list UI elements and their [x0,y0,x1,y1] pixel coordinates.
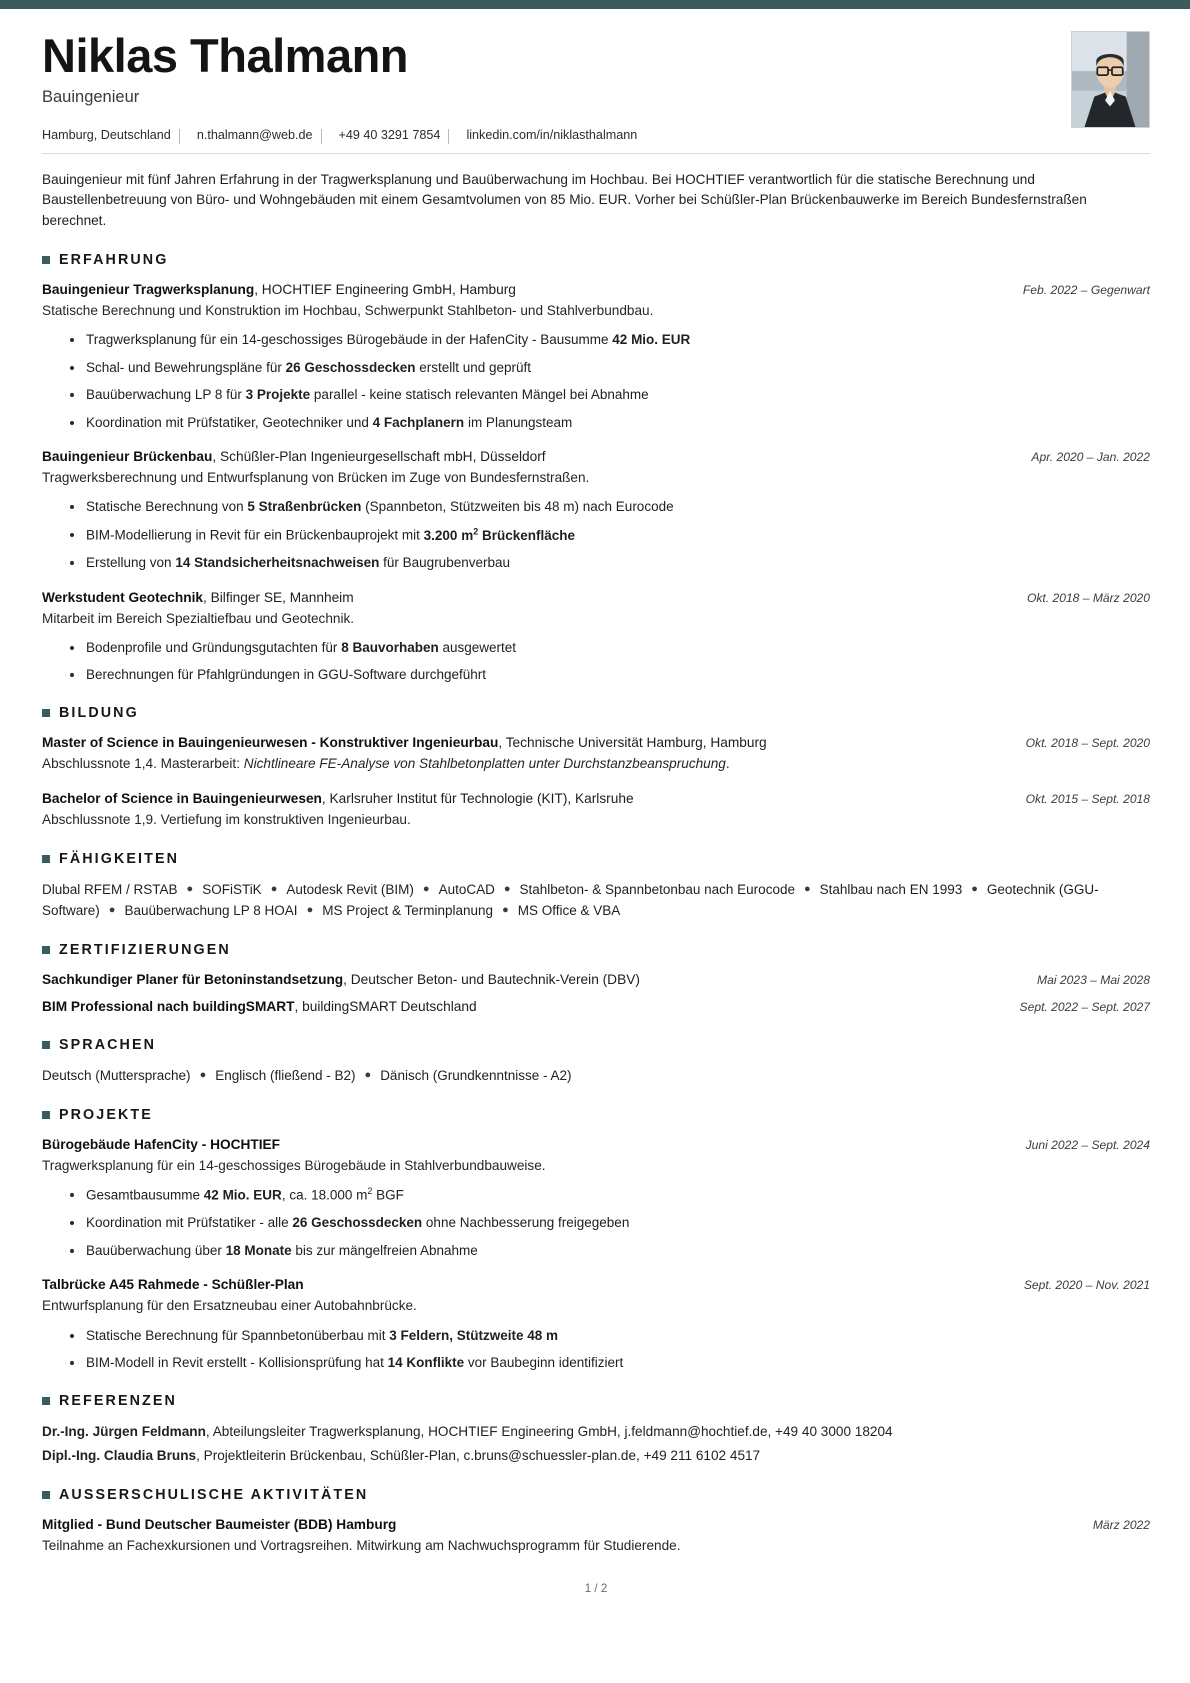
bullet-list [42,330,1150,432]
entry-header-row [42,1135,1150,1155]
experience-entries [42,280,1150,685]
section-header [42,1107,1150,1123]
separator-dot-icon: ● [971,882,978,895]
section-certifications [42,942,1150,1017]
profile-photo [1071,31,1150,128]
section-title-certifications: ZERTIFIZIERUNGEN [59,942,231,959]
entry-header-row [42,1515,1150,1535]
skill-item: SOFiSTiK [202,881,262,897]
project-date: Sept. 2020 – Nov. 2021 [1023,1278,1150,1293]
experience-date: Apr. 2020 – Jan. 2022 [1031,450,1150,465]
project-name: Bürogebäude HafenCity - HOCHTIEF [42,1136,281,1152]
education-entries [42,733,1150,831]
section-title-languages: SPRACHEN [59,1036,157,1053]
section-header [42,1037,1150,1053]
language-item: Englisch (fließend - B2) [215,1067,356,1083]
contact-linkedin[interactable]: linkedin.com/in/niklasthalmann [466,128,638,143]
bullet-item: Koordination mit Prüfstatiker - alle 26 Geschossdecken ohne Nachbesserung freigegeben [70,1213,1150,1233]
section-title-references: REFERENZEN [59,1392,177,1409]
entry-header-row [42,789,1150,809]
project-entry [42,1135,1150,1260]
bullet-item: Bauüberwachung über 18 Monate bis zur mängelfreien Abnahme [70,1241,1150,1261]
education-date: Okt. 2018 – Sept. 2020 [1025,736,1150,751]
section-header [42,252,1150,268]
resume-header [42,9,1150,154]
section-header [42,851,1150,867]
language-item: Dänisch (Grundkenntnisse - A2) [380,1067,572,1083]
section-projects [42,1107,1150,1373]
section-languages [42,1037,1150,1087]
bullet-item: Gesamtbausumme 42 Mio. EUR, ca. 18.000 $m^2$ BGF [70,1185,1150,1205]
section-title-experience: ERFAHRUNG [59,251,169,268]
bullet-item: Tragwerksplanung für ein 14-geschossiges Bürogebäude in der HafenCity - Bausumme 42 Mio. EUR [70,330,1150,350]
separator-dot-icon: ● [306,904,314,917]
languages-list [42,1065,1150,1087]
extracurricular-entry [42,1515,1150,1556]
separator-dot-icon: ● [199,1068,207,1081]
bullet-item: BIM-Modellierung in Revit für ein Brückenbauprojekt mit 3.200 $m^2$ Brückenfläche [70,525,1150,545]
skill-item: Geotechnik (GGU-Software) [42,881,1099,919]
separator-dot-icon: ● [503,882,511,895]
project-description: Tragwerksplanung für ein 14-geschossiges Bürogebäude in Stahlverbundbauweise. [42,1157,546,1173]
bullet-list [42,1185,1150,1260]
separator-dot-icon: ● [186,882,194,895]
certification-name: BIM Professional nach buildingSMART, buildingSMART Deutschland [42,999,477,1015]
section-header [42,1487,1150,1503]
section-marker-icon [42,1491,50,1499]
education-detail: Abschlussnote 1,9. Vertiefung im konstruktiven Ingenieurbau. [42,812,411,828]
separator-dot-icon: ● [270,882,278,895]
education-degree: Bachelor of Science in Bauingenieurwesen, Karlsruher Institut für Technologie (KIT), Karlsruhe [42,791,634,807]
education-entry [42,789,1150,830]
skill-item: Bauüberwachung LP 8 HOAI [124,903,298,919]
experience-entry [42,588,1150,685]
contact-divider [321,129,322,144]
experience-entry [42,280,1150,433]
certification-name: Sachkundiger Planer für Betoninstandsetzung, Deutscher Beton- und Bautechnik-Verein (DBV) [42,972,640,988]
certification-date: Sept. 2022 – Sept. 2027 [1019,1000,1150,1015]
education-degree: Master of Science in Bauingenieurwesen - Konstruktiver Ingenieurbau, Technische Universität Hamburg, Hamburg [42,735,767,751]
reference-entry: Dr.-Ing. Jürgen Feldmann, Abteilungsleiter Tragwerksplanung, HOCHTIEF Engineering GmbH, j.feldmann@hochtief.de, +49 40 3000 18204 [42,1423,893,1439]
contact-email[interactable]: n.thalmann@web.de [196,128,313,143]
resume-content [0,9,1190,1609]
experience-date: Okt. 2018 – März 2020 [1026,590,1150,605]
extracurricular-entries [42,1515,1150,1556]
page-footer [42,1582,1150,1609]
section-title-education: BILDUNG [59,705,139,722]
certification-entry [42,970,1150,990]
section-marker-icon [42,946,50,954]
experience-role: Bauingenieur Tragwerksplanung, HOCHTIEF Engineering GmbH, Hamburg [42,281,516,297]
entry-header-row [42,1275,1150,1295]
bullet-item: Erstellung von 14 Standsicherheitsnachweisen für Baugrubenverbau [70,553,1150,573]
bullet-list [42,1326,1150,1373]
experience-date: Feb. 2022 – Gegenwart [1022,282,1150,297]
certification-date: Mai 2023 – Mai 2028 [1037,973,1150,988]
reference-entry: Dipl.-Ing. Claudia Bruns, Projektleiterin Brückenbau, Schüßler-Plan, c.bruns@schuessler-plan.de, +49 211 6102 4517 [42,1448,761,1464]
separator-dot-icon: ● [364,1068,372,1081]
language-item: Deutsch (Muttersprache) [42,1067,191,1083]
profile-summary: Bauingenieur mit fünf Jahren Erfahrung in der Tragwerksplanung und Bauüberwachung im Hochbau. Bei HOCHTIEF verantwortlich für die statische Berechnung und Baustellenbetreuung von Büro- und Wohngebäuden mit einem Gesamtvolumen von 85 Mio. EUR. Vorher bei Schüßler-Plan Brückenbauwerke im Bereich Bundesfernstraßen berechnet. [42,171,1087,229]
section-header [42,942,1150,958]
header-divider [42,153,1150,154]
section-title-skills: FÄHIGKEITEN [59,850,180,867]
bullet-item: Bauüberwachung LP 8 für 3 Projekte parallel - keine statisch relevanten Mängel bei Abnahme [70,385,1150,405]
separator-dot-icon: ● [803,882,811,895]
bullet-item: Koordination mit Prüfstatiker, Geotechniker und 4 Fachplanern im Planungsteam [70,413,1150,433]
bullet-item: Berechnungen für Pfahlgründungen in GGU-Software durchgeführt [70,665,1150,685]
extracurricular-name: Mitglied - Bund Deutscher Baumeister (BDB) Hamburg [42,1517,397,1533]
section-extracurricular [42,1487,1150,1556]
skill-item: Stahlbeton- & Spannbetonbau nach Eurocode [519,881,795,897]
bullet-item: Bodenprofile und Gründungsgutachten für 8 Bauvorhaben ausgewertet [70,638,1150,658]
education-entry [42,733,1150,774]
skill-item: AutoCAD [438,881,495,897]
section-title-projects: PROJEKTE [59,1106,153,1123]
contact-phone[interactable]: +49 40 3291 7854 [338,128,441,143]
separator-dot-icon: ● [422,882,430,895]
entry-header-row [42,280,1150,300]
extracurricular-description: Teilnahme an Fachexkursionen und Vortragsreihen. Mitwirkung am Nachwuchsprogramm für Studierende. [42,1538,681,1553]
certification-entry [42,997,1150,1017]
experience-description: Tragwerksberechnung und Entwurfsplanung von Brücken im Zuge von Bundesfernstraßen. [42,470,590,486]
section-header [42,705,1150,721]
bullet-item: Statische Berechnung von 5 Straßenbrücken (Spannbeton, Stützweiten bis 48 m) nach Eurocode [70,497,1150,517]
skill-item: Stahlbau nach EN 1993 [819,881,963,897]
section-education [42,705,1150,831]
skill-item: MS Project & Terminplanung [322,903,494,919]
contact-location: Hamburg, Deutschland [42,128,171,143]
skill-item: Dlubal RFEM / RSTAB [42,881,178,897]
extracurricular-date: März 2022 [1092,1518,1150,1533]
skill-item: Autodesk Revit (BIM) [286,881,414,897]
project-description: Entwurfsplanung für den Ersatzneubau einer Autobahnbrücke. [42,1298,417,1314]
section-marker-icon [42,1041,50,1049]
section-marker-icon [42,855,50,863]
bullet-item: Statische Berechnung für Spannbetonüberbau mit 3 Feldern, Stützweite 48 m [70,1326,1150,1346]
candidate-job-title: Bauingenieur [42,87,140,106]
project-entry [42,1275,1150,1372]
bullet-item: BIM-Modell in Revit erstellt - Kollisionsprüfung hat 14 Konflikte vor Baubeginn identifiziert [70,1353,1150,1373]
contact-bar [42,128,1150,143]
page-number: 1 / 2 [584,1582,608,1596]
section-skills [42,851,1150,923]
experience-entry [42,447,1150,572]
education-date: Okt. 2015 – Sept. 2018 [1025,792,1150,807]
bullet-list [42,638,1150,685]
project-name: Talbrücke A45 Rahmede - Schüßler-Plan [42,1277,304,1293]
section-marker-icon [42,709,50,717]
project-entries [42,1135,1150,1373]
entry-header-row [42,970,1150,990]
entry-header-row [42,997,1150,1017]
entry-header-row [42,447,1150,467]
contact-divider [179,129,180,144]
entry-header-row [42,733,1150,753]
accent-top-bar [0,0,1190,9]
project-date: Juni 2022 – Sept. 2024 [1025,1137,1150,1152]
candidate-name: Niklas Thalmann [42,29,408,82]
section-header [42,1393,1150,1409]
bullet-list [42,497,1150,572]
section-references [42,1393,1150,1468]
section-marker-icon [42,1111,50,1119]
reference-entries [42,1421,1150,1468]
separator-dot-icon: ● [502,904,509,917]
section-marker-icon [42,256,50,264]
entry-header-row [42,588,1150,608]
section-experience [42,252,1150,685]
experience-role: Bauingenieur Brückenbau, Schüßler-Plan Ingenieurgesellschaft mbH, Düsseldorf [42,449,546,465]
certification-entries [42,970,1150,1017]
experience-role: Werkstudent Geotechnik, Bilfinger SE, Mannheim [42,589,354,605]
experience-description: Statische Berechnung und Konstruktion im Hochbau, Schwerpunkt Stahlbeton- und Stahlverbundbau. [42,302,654,318]
experience-description: Mitarbeit im Bereich Spezialtiefbau und Geotechnik. [42,610,355,626]
section-marker-icon [42,1397,50,1405]
bullet-item: Schal- und Bewehrungspläne für 26 Geschossdecken erstellt und geprüft [70,358,1150,378]
section-title-extracurricular: AUSSERSCHULISCHE AKTIVITÄTEN [59,1487,369,1504]
separator-dot-icon: ● [108,904,116,917]
skill-item: MS Office & VBA [517,903,621,919]
contact-divider [448,129,449,144]
skills-list [42,879,1150,923]
education-detail: Abschlussnote 1,4. Masterarbeit: Nichtlineare FE-Analyse von Stahlbetonplatten unter Durchstanzbeanspruchung. [42,755,730,771]
